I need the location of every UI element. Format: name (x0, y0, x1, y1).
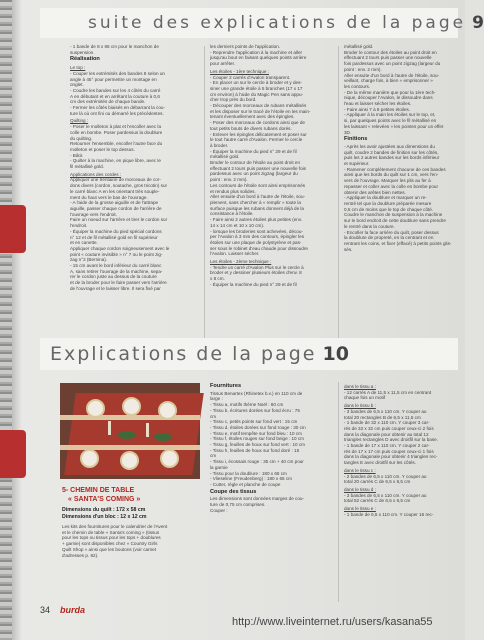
text-line: Quilt Shop » ainsi que les boutons (voir carnet (62, 546, 156, 552)
text-line: - 1 bande de 32 x 110 cm. Y couper 3 car- (344, 420, 430, 426)
text-line: jusqu'au bout en faisant quelques points arrière (210, 55, 307, 61)
text-line: aiguille, passer chaque cordon de l'arrière de (70, 205, 162, 211)
text-line: plement, sans chercher à « remplir » toute la (210, 199, 301, 205)
text-line: l'Avalon. Laisser sécher. (210, 251, 260, 257)
text-line: - Équiper la machine du pied n° 29 et de fil (210, 281, 297, 287)
text-line: A en débutant et en arrêtant la couture à 0,6 (70, 93, 160, 99)
text-line: quilt, coudre 2 bandes de finition sur les côtés, (344, 149, 439, 155)
text-line: dons divers (cordon, soutache, gros tricotin) sur (70, 183, 168, 189)
text-line: tout petits bouts de divers rubans dorés. (210, 125, 292, 131)
text-line: - Appliquer à la main les étoiles sur le top, et, (344, 112, 436, 118)
text-line: - 1 bande de 8 x 65 cm pour le manchon de (70, 44, 159, 49)
text-line: - 1 bande de 17 x 110 cm. Y couper 2 car- (344, 443, 430, 449)
text-line: ainsi que les bords du quilt sur 1 cm, vers l'en- (344, 172, 439, 178)
plate (158, 401, 177, 420)
text-line: - 3 bandes de 6,5 x 110 cm. Y couper au (344, 492, 427, 498)
section-page-number: 9 (472, 13, 484, 33)
project-subheading: « SANTA'S COMING » (68, 496, 141, 503)
text-line: - Bâtir. (70, 152, 84, 158)
text-line: colle en bombe. Poser pardessus la doublure (70, 129, 163, 135)
supplies-column (210, 382, 334, 513)
subheading: Coupe des tissus (210, 488, 257, 495)
section-title: suite des explications de la page (88, 13, 467, 33)
text-line: rentrant les coins, et fixer (effacé) à petits points glis- (344, 240, 452, 246)
text-line: Appliquer une trentaine de morceaux de cor- (70, 177, 161, 183)
step-heading: dans le tissu a : (344, 384, 376, 389)
text-line: - Découper des morceaux de rubans métallisés (210, 103, 307, 109)
plate (122, 397, 141, 416)
column-divider (338, 382, 339, 602)
text-line: - Faire ainsi 2 autres étoiles plus petites (env. (210, 217, 303, 223)
text-line: - Couper les extrémités des bandes 8 selon un (70, 70, 165, 76)
text-line: Tissus Benartex (Rhinetex b.v.) en 110 cm de (210, 390, 303, 396)
text-line: - Encoller la face arrière du quilt, poser dessus (344, 229, 439, 235)
text-line: effectuant 2 tours puis passer une nouvelle fois (210, 165, 306, 171)
plate (120, 451, 139, 470)
column-divider (338, 46, 339, 346)
text-line: + garnie) sont disponibles chez « Country Girls (62, 541, 158, 547)
text-line: suspension. (70, 49, 95, 55)
text-line: - Poser le molleton à plat et l'encoller avec la (70, 124, 162, 130)
text-line: et en canette. (70, 240, 98, 246)
text-line: Aller ensuite d'un bord à l'autre de l'étoile, sou- (210, 194, 306, 200)
text-line: ture là où ont fini ou démarré les précédentes. (70, 110, 164, 116)
candle (108, 421, 111, 435)
kit-info (62, 524, 200, 558)
text-line: - Tissu d, étoiles dorées sur fond rouge : 30 cm (210, 424, 306, 430)
text-line: Broder le contour de l'étoile au point droit en (210, 160, 301, 166)
step-heading: Quilting : (70, 118, 89, 124)
text-line: fil métallisé gold. (70, 164, 104, 170)
text-line: - Appliquer la doublure et marquer un re- (344, 195, 427, 201)
text-line: - 3 bandes de 6,5 x 110 cm. Y couper au (344, 408, 427, 414)
step-heading: Le top : (70, 65, 86, 71)
text-line: d'adresses p. 82). (62, 552, 99, 558)
text-line: Les dimensions sont données marges de cou- (210, 496, 304, 502)
text-line: les derniers points de l'application. (210, 44, 281, 49)
text-line: total 20 rectangles B de 6,5 x 11,5 cm (344, 414, 421, 420)
text-line: le rentré dans la couture. (344, 223, 395, 229)
section-page-number: 10 (322, 343, 349, 365)
text-line: triangles rectangles D avec droitfil sur la base. (344, 437, 438, 443)
text-line: et rendus plus solides. (210, 188, 256, 194)
text-line: Coudre le manchon de suspension à la machine (344, 212, 443, 218)
text-line: - 15 cm avant le bord inférieur du carré blanc (70, 263, 162, 269)
plate (86, 399, 105, 418)
text-line: large : (210, 396, 223, 402)
text-line: étoiles sur une plaque de polystyrène et pas- (210, 239, 302, 245)
text-line: cm (210, 413, 217, 419)
text-line: dans la diagonale pour obtenir au total 12 (344, 431, 429, 437)
text-line: ser sous le robinet d'eau chaude pour dissoudre (210, 245, 308, 251)
text-line: - Tissu i, écossais rouge : 35 cm + 40 cm pour (210, 459, 304, 465)
text-line: ment du haut vers le bas de l'ouvrage. (70, 194, 148, 200)
text-line: - Tendre un carré d'Avalon Plus sur le cercle à (210, 264, 304, 270)
text-line: - Équiper la machine du pied spécial cordons (70, 228, 162, 234)
text-line: per l'Avalon à 3 mm des contours, épingler les (210, 234, 304, 240)
project-heading: 5- CHEMIN DE TABLE (62, 487, 135, 494)
runner-stripe (60, 445, 200, 450)
text-line: cm (210, 453, 217, 459)
column-divider (204, 46, 205, 346)
step-heading: dans le tissu b : (344, 403, 376, 409)
text-line: point : env. 2 mm). (210, 177, 248, 183)
text-line: - Quilter à la machine, en pique libre, avec le (70, 158, 161, 164)
text-line: - De la même manière que pour la 1ère tech- (344, 89, 436, 95)
text-line: métallisé gold. (344, 44, 374, 49)
watermark-url: http://www.liveinternet.ru/users/kasana55 (232, 616, 433, 628)
section-header-page-10 (40, 338, 458, 370)
text-line: point « couture invisible » n° 7 ou le point zig- (70, 251, 163, 257)
text-line: - 12 carrés A de 11,5 x 11,5 cm en centrant (344, 389, 432, 395)
text-line: A, sans retirer l'ouvrage de la machine, sepa- (70, 268, 163, 274)
text-line: - Tissu e, motif tempête sur fond bleu : 10 cm (210, 430, 302, 436)
text-line: Retourner l'ensemble, encoller l'autre face du (70, 141, 163, 147)
text-line: tenant éventuellement avec des épingles. (210, 114, 295, 120)
text-line: - Tissu c, petits points sur fond vert : 15 cm (210, 419, 298, 425)
text-line: n° 12 et de fil métallisé gold en fil supérieur (70, 234, 158, 240)
text-line: chaque fois un motif (344, 395, 386, 401)
text-line: - Fermer les côtés biaisés en débarrant la cou- (70, 105, 165, 111)
text-line: fois pardessus avec un point zigzag (largeur du (344, 61, 441, 67)
text-line: dans la diagonale pour obtenir 4 triangles rec- (344, 454, 438, 460)
text-line: x 8 cm. (210, 276, 225, 282)
text-line: surface puisque les rubans donnent déjà de la (210, 205, 304, 211)
section-header-page-9 (40, 8, 484, 38)
text-line: - Faire ainsi 7 à 8 petites étoiles. (344, 106, 411, 112)
subheading: Fournitures (210, 383, 242, 389)
text-line: Broder le contour des étoiles au point droit en (344, 49, 437, 55)
text-line: et le chemin de table « Santa's coming » (tissus (62, 529, 160, 535)
page-footer (40, 605, 85, 615)
text-line: - Tissu h, feuilles de houx sur fond doré : 15 (210, 447, 300, 453)
text-line: tangles E avec droitfil sur les côtés. (344, 460, 417, 466)
text-column-3 (344, 44, 456, 252)
text-line: ture de 0,75 cm comprises. (210, 502, 266, 508)
text-line: - Tissu pour la doublure : 180 x 65 cm (210, 470, 287, 476)
text-line: la garnie (210, 464, 228, 470)
subheading: Réalisation (70, 56, 100, 63)
text-line: cher trop près du bord. (210, 97, 257, 103)
text-line: - Reprendre l'application à la machine et aller (210, 49, 303, 55)
text-line: à broder. (210, 142, 229, 148)
text-line: cm environ) à l'aide du Magic Pen sans appu- (210, 91, 304, 97)
step-heading: dans le tissu d : (344, 486, 376, 492)
text-line: - Coudre les bandes sur les 4 côtés du carré (70, 87, 161, 93)
text-line: - Couper 2 carrés d'Avalon transparent. (210, 74, 291, 80)
text-line: - Cutter, règle et planche de coupe (210, 481, 281, 487)
text-line: puis les 2 autres bandes sur les bords inférieur (344, 155, 440, 161)
text-line: du quilting. (70, 135, 93, 141)
text-line: le tout l'autre carré d'Avalon. Fermer le cercle (210, 137, 303, 143)
text-column-2 (210, 44, 334, 288)
text-line: rés de 32 x 32 cm puis couper ceux-ci 2 fois (344, 425, 434, 431)
text-line: sur le bord endroit de cette doublure sans prendre (344, 218, 446, 224)
text-line: vers de l'ouvrage. Marquer les plis au fer à (344, 178, 431, 184)
candle (146, 423, 149, 437)
text-line: - Tissu g, feuilles de houx sur fond vert : 10 cm (210, 442, 305, 448)
text-line: veillant, charge fois, à bien « emprisonner » (344, 78, 433, 84)
text-line: total 20 carrés C de 6,5 x 6,5 cm (344, 479, 411, 485)
text-line: zag n°2 (Bernina). (70, 257, 108, 263)
plate (160, 449, 179, 468)
step-heading: Les étoiles - 2ème technique : (210, 259, 272, 265)
text-line: point : env. 2 mm). (344, 66, 382, 72)
text-line: - Équiper la machine du pied n° 29 et de fil (210, 148, 297, 154)
text-line: - Tissu a, motifs thème Noël : 60 cm (210, 402, 284, 408)
text-line: l'ouvrage vers l'endroit. (70, 211, 117, 217)
text-line: pour arrêter. (210, 61, 236, 67)
text-line: Les kits des fournitures pour le calendrier de l'Avent (62, 524, 168, 529)
text-line: sés. (344, 246, 353, 252)
text-line: de l'ouvrage et le laisser libre. Il sera fixé par (70, 285, 161, 291)
text-line: métallisé gold. (210, 154, 240, 160)
text-line: Appliquer chaque cordon soigneusement avec le (70, 245, 170, 251)
text-line: molleton et poser le top dessus. (70, 146, 135, 152)
text-line: siner une grande étoile à 5 branches (17 x 17 (210, 85, 303, 91)
text-line: cm des extrémités de chaque bande. (70, 99, 146, 105)
text-line: 14 x 14 cm et 10 x 10 cm). (210, 222, 265, 228)
text-line: Faire un noeud sur l'arrière et tirer le cordon sur (70, 217, 168, 223)
text-line: consistance à l'étoile. (210, 211, 254, 217)
magazine-logo: burda (60, 605, 86, 615)
text-line: - Enlever les épingles délicatement et poser sur (210, 131, 307, 137)
plate (80, 449, 99, 468)
text-line: - lorsque les broderies sont achevées, décou- (210, 228, 303, 234)
text-line: les laissant « relevées » les pointes pour un effet (344, 123, 444, 129)
text-line: broder et y dessiner plusieurs étoiles d'env. 8 (210, 270, 302, 276)
text-line: - Après les avoir ajustées aux dimensions du (344, 143, 435, 149)
text-line: la doublure de propreté, en la centrant et en (344, 235, 434, 241)
text-line: rés de 17 x 17 cm puis couper ceux-ci 1 fois (344, 448, 434, 454)
text-line: - 2 bandes de 6,5 x 110 cm. Y couper au (344, 473, 427, 479)
text-line: 3D. (344, 129, 352, 135)
page-number: 34 (40, 605, 51, 615)
text-line: rer le cordon juste au dessus de la couture (70, 274, 157, 280)
margin-tab (0, 205, 26, 253)
text-line: et les disposer sur le tracé de l'étoile en les main- (210, 108, 311, 114)
step-heading: Les étoiles - 1ère technique : (210, 68, 269, 74)
text-line: Les contours de l'étoile sont ainsi emprisonnés (210, 182, 306, 188)
spine-shadow (12, 0, 22, 640)
margin-tab (0, 430, 26, 478)
text-line: - Tissu f, étoiles rouges sur fond beige : 10 cm (210, 436, 304, 442)
subheading: Finitions (344, 136, 368, 143)
text-line: et supérieur. (344, 161, 370, 167)
text-column-1 (70, 44, 198, 292)
text-line: angle à 45° pour permettre un montage en (70, 76, 157, 82)
step-heading: dans le tissu c : (344, 467, 376, 473)
text-line: le carré blanc A en les orientant très souple- (70, 188, 160, 194)
text-line: effectuant 2 tours puis passer une nouvelle (344, 55, 432, 61)
text-line: - Poser des morceaux de cordons ainsi que de (210, 120, 305, 126)
text-line: et de la broder pour le faire passer vers l'arrière (70, 280, 167, 286)
text-line: - Tissu b, écritures dorées sur fond écru : 75 (210, 407, 300, 413)
section-title: Explications de la page (50, 343, 317, 365)
text-line: repasser et coller avec la colle en bombe pour (344, 183, 438, 189)
text-line: total 52 carrés C de 6,5 x 6,5 cm (344, 498, 411, 504)
block-dimensions: Dimensions d'un bloc : 12 x 12 cm (62, 514, 147, 520)
text-line: - En placer un sur le cercle à broder et y des- (210, 80, 302, 86)
text-line: les contours. (344, 83, 371, 89)
text-line: - A l'aide de la grosse aiguille et de l'attrape (70, 200, 159, 206)
text-line: - Ramener complètement chacune de ces bandes (344, 166, 446, 172)
step-heading: dans le tissu e : (344, 506, 376, 512)
text-line: nique, découper l'Avalon, le dissoudre dans (344, 95, 433, 101)
text-line: l'eau et laisser sécher les étoiles. (344, 101, 412, 107)
table-runner-photo (60, 383, 200, 479)
text-line: onglet. (70, 82, 84, 88)
step-heading: Applications des cordes : (70, 171, 122, 177)
text-line: si, par quelques points avec le fil métallisé en (344, 118, 437, 124)
greenery (118, 431, 136, 439)
text-line: Aller ensuite d'un bord à l'autre de l'étoile, sou- (344, 72, 440, 78)
greenery (154, 433, 172, 441)
text-line: obtenir des arêtes bien nettes. (344, 189, 406, 195)
cutting-column (344, 382, 456, 517)
text-line: l'endroit. (70, 223, 88, 229)
text-line: rentré tel que la doublure préparée mesure (344, 200, 432, 206)
quilt-dimensions: Dimensions du quilt : 172 x 58 cm (62, 507, 146, 513)
text-line: - 1 bande de 6,5 x 110 cm. Y couper 16 rec- (344, 511, 434, 517)
text-line: pardessus avec un point zigzag (largeur du (210, 171, 298, 177)
binding-spiral (0, 0, 12, 640)
text-line: Couper : (210, 507, 228, 513)
text-line: 0,5 cm de moins que le top de chaque côté. (344, 206, 434, 212)
text-line: - Vlieseline (Freudenberg) : 180 x 65 cm (210, 476, 292, 482)
text-line: pour les tops ou tissus pour les tops + doublures (62, 535, 161, 541)
